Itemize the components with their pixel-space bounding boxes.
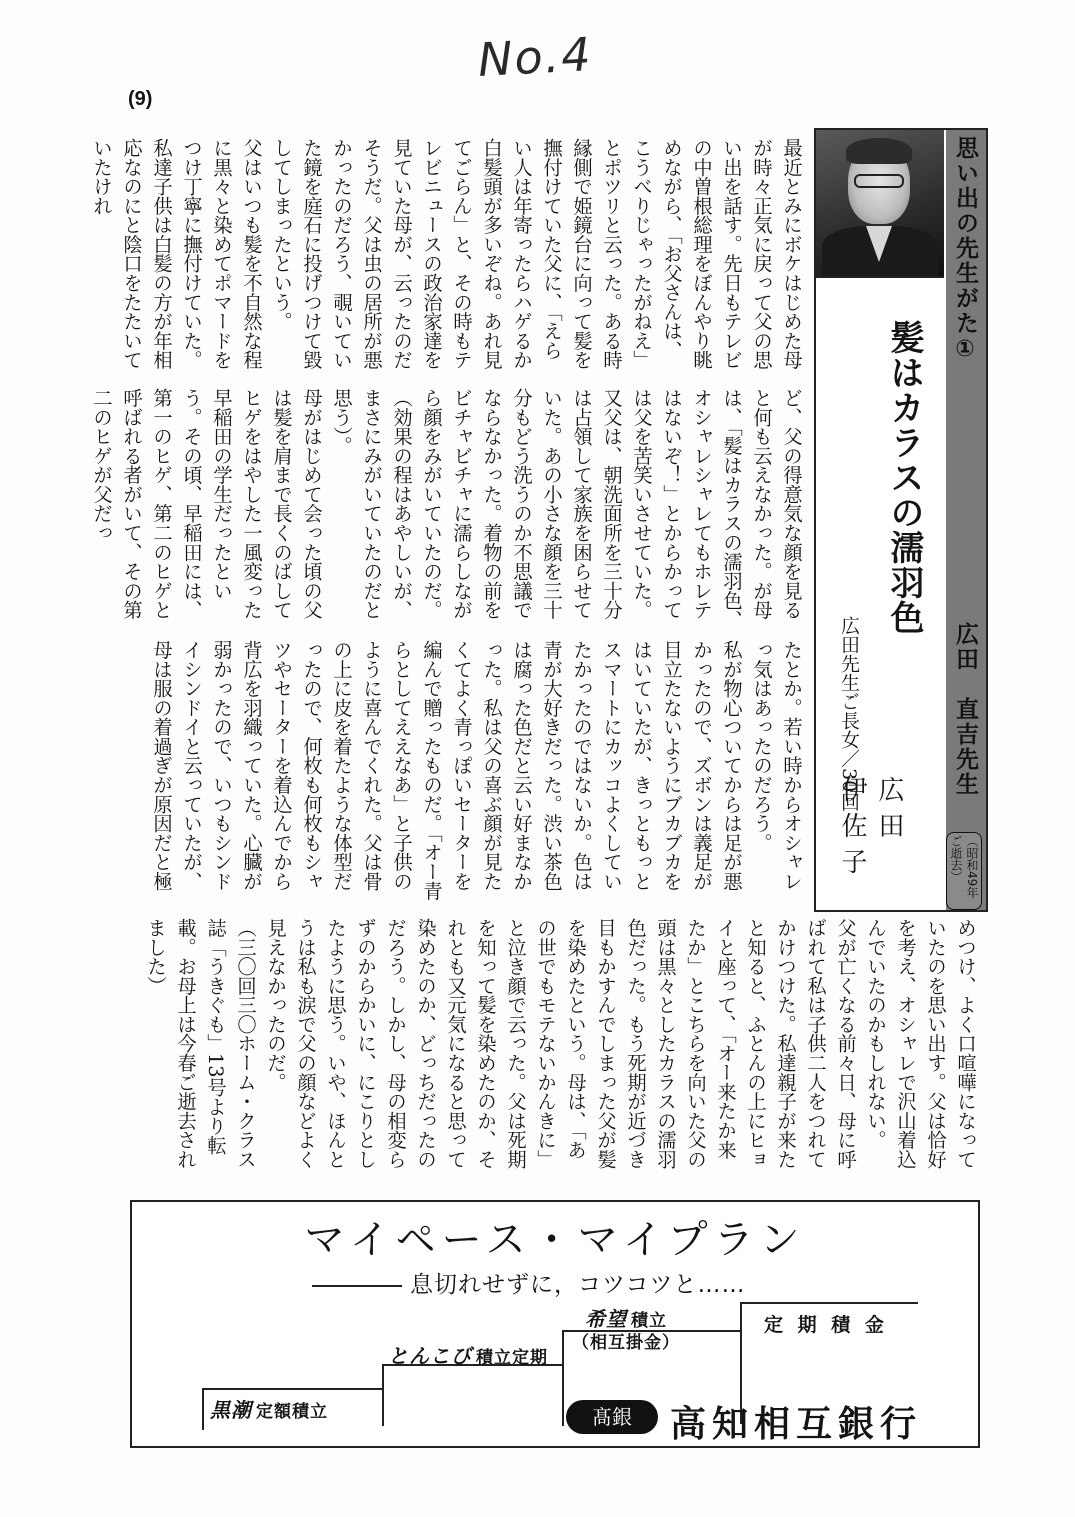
paragraph: 父が亡くなる前々日、母に呼ばれて私は子供二人をつれてかけつけた。私達親子が来たと知ると、ふとんの上にヒョイと座って、「オー来たか来たか」とこちらを向いた父の頭は黒々としたカラスの濡羽色だった。もう死期が近づき目もかすんでしまった父が髪を染めたという。母は、「あの世でもモテないかんきに」と泣き顔で云った。父は死期を知って髪を染めたのか、それとも又元気になると思って染めたのか、どっちだったのだろう。しかし、母の相変らずのからかいに、にこりとしたように思う。いや、ほんとうは私も涙で父の顔などよく見えなかったのだ。 (264, 918, 857, 1169)
series-strip (946, 130, 986, 910)
ad-headline: マイペース・マイプラン (304, 1217, 806, 1263)
article-body-column-2 (90, 388, 806, 632)
bank-logo-badge: 髙銀 (566, 1400, 658, 1434)
plan-fixed-amount (210, 1394, 328, 1423)
handwritten-page-note: No.4 (476, 27, 594, 87)
series-title: 思い出の先生がた① (952, 136, 978, 364)
plan-brand-logo: 希望 (585, 1307, 627, 1331)
paragraph: 又父は、朝洗面所を三十分は占領して家族を困らせていた。あの小さな顔を三十分もどう洗うのか不思議でならなかった。着物の前をビチャビチャに濡らしながら顔をみがいていたのだ。（効果の程はあやしいが、まさにみがいていたのだと思う）。 (330, 388, 623, 620)
plan-label: 積立 (631, 1311, 667, 1331)
plan-label: 定額積立 (256, 1402, 328, 1422)
article-body-column-4 (130, 918, 980, 1174)
article-body-column-3 (130, 640, 806, 910)
plan-label: 積立定期 (476, 1348, 548, 1368)
portrait-glasses (854, 174, 904, 188)
bank-name: 高知相互銀行 (670, 1403, 923, 1445)
teacher-tenure: （昭和49年ご逝去） (946, 832, 982, 910)
plan-step-2 (382, 1364, 564, 1426)
paragraph: 母がはじめて会った頃の父は髪を肩まで長くのばしてヒゲをはやした一風変った早稲田の学生だったという。その頃、早稲田には、第一のヒゲ、第二のヒゲと呼ばれる者がいて、その第二のヒゲが父だっ (90, 388, 323, 620)
paragraph: たとか。若い時からオシャレっ気はあったのだろう。 (750, 640, 803, 891)
paragraph: 最近とみにボケはじめた母が時々正気に戻って父の思い出を話す。先日もテレビの中曽根総理をぼんやり眺めながら、「お父さんは、こうべりじゃったがねえ」とポツリと云った。ある時縁側で姫鏡台に向って髪を撫付けていた父に、「えらい人は年寄ったらハゲるか白髪頭が多いぞね。あれ見てごらん」と、その時もテレビニュースの政治家達を見ていた母が、云ったのだそうだ。父は虫の居所が悪かったのだろう、覗いていた鏡を庭石に投げつけて毀してしまったという。 (270, 138, 803, 370)
portrait-hair (846, 138, 912, 164)
plan-brand-logo: とんこび (388, 1344, 472, 1368)
ad-subheadline: 息切れせずに，コツコツと…… (312, 1266, 746, 1299)
paragraph: ど、父の得意気な顔を見ると何も云えなかった。が母は、「髪はカラスの濡羽色、オシャレシャレてもホレテはないぞ！」とからかっては父を苦笑いさせていた。 (630, 388, 803, 630)
paragraph: 私が物心ついてからは足が悪かったので、ズボンは義足が目立たないようにブカブカをはいていたが、きっともっとスマートにカッコよくしていたかったのではないか。色は青が大好きだった。渋い茶色は腐った色だと云い好まなかった。私は父の喜ぶ顔が見たくてよく青っぽいセーターを編んで贈ったものだ。「オー青らとしてええなあ」と子供のように喜んでくれた。父は骨の上に皮を着たような体型だったので、何枚も何枚もシャツやセーターを着込んでから背広を羽織っていた。心臓が弱かったので、いつもシンドイシンドイと云っていたが、母は服の着過ぎが原因だと極 (150, 640, 743, 901)
source-note: （三〇回三〇ホーム・クラス誌「うきぐも」13号より転載。お母上は今春ご逝去されました） (144, 918, 257, 1169)
article-title-box (814, 128, 988, 912)
paragraph: めつけ、よく口喧嘩になっていたのを思い出す。父は恰好を考え、オシャレで沢山着込んでいたのかもしれない。 (864, 918, 977, 1169)
plan-installment-term (388, 1340, 548, 1369)
teacher-name: 広田 直吉先生 (952, 622, 978, 797)
article-body-column-1 (90, 138, 806, 376)
paragraph: 父はいつも髪を不自然な程に黒々と染めてポマードをつけ丁寧に撫付けていた。私達子供は白髪の方が年相応なのにと陰口をたたいていたけれ (90, 138, 263, 370)
page-number: (9) (128, 88, 153, 110)
bank-advertisement (130, 1200, 980, 1448)
plan-brand-logo: 黒潮 (210, 1398, 252, 1422)
plan-sublabel: （相互掛金） (572, 1333, 680, 1353)
byline-author: 広田 伊佐子 (837, 776, 904, 884)
article-headline: 髪はカラスの濡羽色 (884, 320, 924, 635)
plan-term-savings: 定 期 積 金 (764, 1314, 888, 1336)
teacher-portrait-photo (816, 130, 944, 278)
byline-role: 広田先生ご長女／30回 (838, 616, 860, 812)
plan-mutual-installment (572, 1308, 680, 1354)
